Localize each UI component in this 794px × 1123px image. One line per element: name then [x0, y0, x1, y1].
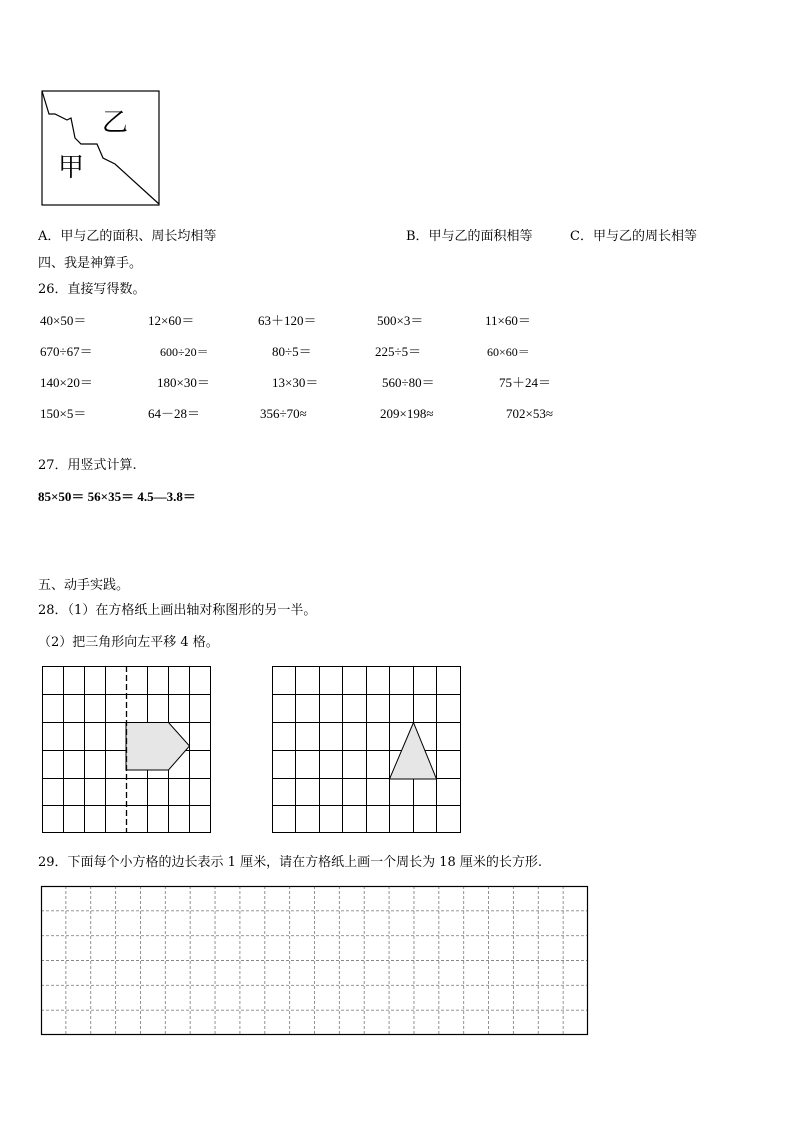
drawing-grid — [41, 886, 589, 1037]
calc-item: 13×30＝ — [272, 375, 319, 390]
calc-item: 225÷5＝ — [375, 344, 422, 359]
calc-item: 12×60＝ — [148, 313, 195, 328]
option-a: A．甲与乙的面积、周长均相等 — [38, 229, 217, 244]
calc-item: 64－28＝ — [148, 406, 201, 421]
section5-title: 五、动手实践。 — [38, 578, 130, 593]
translation-grid — [272, 666, 462, 834]
calc-item: 500×3＝ — [377, 313, 424, 328]
q27-title: 27．用竖式计算. — [38, 458, 137, 473]
calc-item: 60×60＝ — [487, 345, 530, 359]
q28-part2: （2）把三角形向左平移 4 格。 — [38, 635, 219, 650]
calc-item: 702×53≈ — [506, 406, 553, 421]
calc-item: 180×30＝ — [157, 375, 210, 390]
half-pentagon-shape — [126, 723, 190, 771]
label-yi: 乙 — [102, 108, 129, 138]
calc-item: 140×20＝ — [40, 375, 93, 390]
option-b: B．甲与乙的面积相等 — [406, 229, 533, 244]
q28-part1: 28．（1）在方格纸上画出轴对称图形的另一半。 — [38, 603, 317, 618]
label-jia: 甲 — [58, 153, 85, 183]
calc-item: 63＋120＝ — [258, 313, 317, 328]
calc-item: 356÷70≈ — [260, 406, 307, 421]
section4-title: 四、我是神算手。 — [38, 256, 143, 271]
calc-item: 40×50＝ — [40, 313, 87, 328]
calc-item: 11×60＝ — [485, 313, 531, 328]
split-square-figure — [41, 90, 161, 206]
calc-item: 80÷5＝ — [272, 344, 312, 359]
calc-item: 560÷80＝ — [382, 375, 435, 390]
q29-title: 29．下面每个小方格的边长表示 1 厘米，请在方格纸上画一个周长为 18 厘米的长方形. — [38, 855, 543, 870]
calc-item: 150×5＝ — [40, 406, 87, 421]
q27-problems: 85×50＝ 56×35＝ 4.5—3.8＝ — [38, 489, 196, 504]
symmetry-grid — [42, 666, 212, 834]
q26-title: 26．直接写得数。 — [38, 282, 146, 297]
calc-item: 600÷20＝ — [160, 345, 209, 359]
calc-item: 209×198≈ — [380, 406, 434, 421]
calc-item: 75＋24＝ — [499, 375, 552, 390]
calc-item: 670÷67＝ — [40, 344, 93, 359]
option-c: C．甲与乙的周长相等 — [570, 229, 697, 244]
